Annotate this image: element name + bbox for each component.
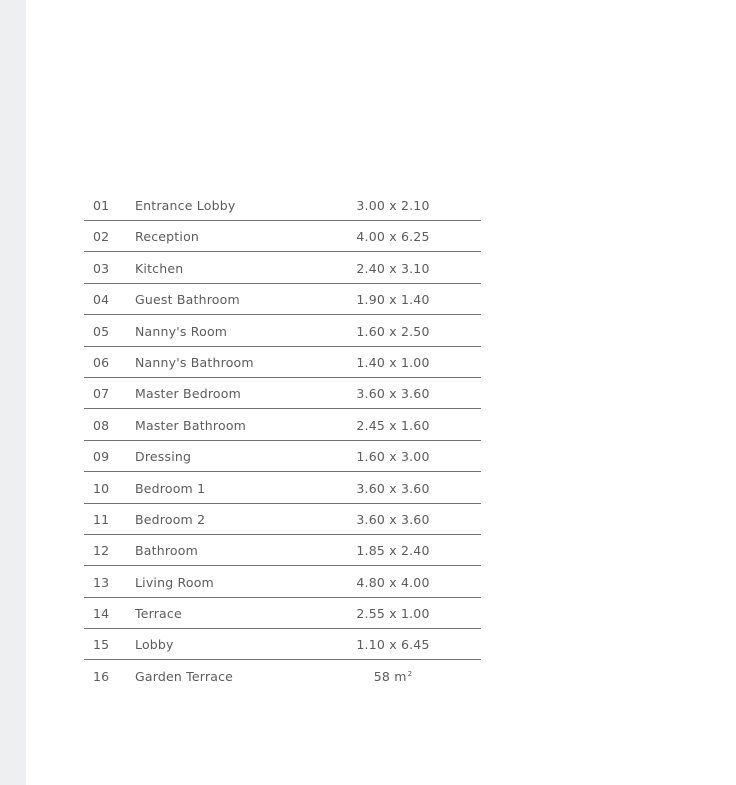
room-number: 02: [93, 229, 110, 245]
room-number: 01: [93, 198, 110, 213]
room-dimensions: [341, 575, 445, 591]
table-row: [84, 598, 481, 629]
room-name: Dressing: [135, 449, 192, 465]
room-dimensions-value: 1.85 x 2.40: [356, 543, 430, 559]
table-row: [84, 410, 481, 441]
table-row: [84, 253, 481, 284]
room-name: Garden Terrace: [135, 668, 234, 684]
table-row: [84, 535, 481, 566]
room-number: 14: [93, 606, 110, 622]
room-dimensions: [341, 606, 445, 622]
room-number: 08: [93, 417, 110, 433]
room-dimensions-value: 4.80 x 4.00: [356, 574, 430, 590]
room-dimensions: [341, 418, 445, 434]
room-dimensions-value: 1.90 x 1.40: [356, 292, 430, 308]
room-dimensions: [341, 386, 445, 402]
room-name: Master Bathroom: [135, 417, 247, 433]
room-dimensions: [341, 481, 445, 497]
room-dimensions: [341, 355, 445, 371]
room-dimensions-value: 3.60 x 3.60: [356, 511, 430, 527]
room-dimensions-value: 3.60 x 3.60: [356, 386, 430, 402]
room-dimensions: [341, 449, 445, 465]
room-dimensions-value: 3.00 x 2.10: [356, 198, 430, 213]
room-schedule-table: [84, 190, 481, 691]
room-name: Kitchen: [135, 260, 184, 276]
table-row: [84, 661, 481, 691]
room-dimensions: [341, 324, 445, 340]
room-dimensions: [341, 261, 445, 277]
room-dimensions-value: 4.00 x 6.25: [356, 229, 430, 245]
room-dimensions: [341, 669, 445, 685]
room-name: Terrace: [135, 606, 182, 622]
room-number: 06: [93, 354, 110, 370]
room-dimensions-value: 3.60 x 3.60: [356, 480, 430, 496]
room-dimensions-value: 2.45 x 1.60: [356, 417, 430, 433]
unit-superscript: 2: [407, 669, 413, 678]
room-name: Nanny's Room: [135, 323, 228, 339]
table-row: [84, 567, 481, 598]
room-number: 16: [93, 668, 110, 684]
room-dimensions: [341, 292, 445, 308]
room-number: 13: [93, 574, 110, 590]
room-number: 07: [93, 386, 110, 402]
side-margin-strip: [0, 0, 26, 785]
room-number: 15: [93, 637, 110, 653]
room-number: 12: [93, 543, 110, 559]
table-row: [84, 221, 481, 252]
room-dimensions-value: 1.60 x 2.50: [356, 323, 430, 339]
table-row: [84, 284, 481, 315]
table-row: [84, 316, 481, 347]
room-name: Guest Bathroom: [135, 292, 240, 308]
room-dimensions-value: 1.40 x 1.00: [356, 354, 430, 370]
room-number: 03: [93, 260, 110, 276]
room-name: Lobby: [135, 637, 174, 653]
room-number: 09: [93, 449, 110, 465]
room-dimensions: [341, 198, 445, 214]
room-name: Nanny's Bathroom: [135, 354, 254, 370]
room-name: Entrance Lobby: [135, 198, 236, 213]
room-name: Master Bedroom: [135, 386, 241, 402]
table-row: [84, 473, 481, 504]
room-dimensions-value: 2.40 x 3.10: [356, 260, 430, 276]
room-name: Bathroom: [135, 543, 198, 559]
room-number: 10: [93, 480, 110, 496]
table-row: [84, 347, 481, 378]
table-row: [84, 629, 481, 660]
table-row: [84, 190, 481, 221]
room-name: Living Room: [135, 574, 214, 590]
table-row: [84, 504, 481, 535]
room-dimensions-value: 1.10 x 6.45: [356, 637, 430, 653]
room-name: Bedroom 2: [135, 511, 206, 527]
room-number: 11: [93, 511, 110, 527]
room-dimensions: [341, 637, 445, 653]
room-number: 04: [93, 292, 110, 308]
room-name: Reception: [135, 229, 200, 245]
room-dimensions-value: 1.60 x 3.00: [356, 449, 430, 465]
room-number: 05: [93, 323, 110, 339]
room-dimensions: [341, 543, 445, 559]
table-row: [84, 378, 481, 409]
room-dimensions-value: 58 m: [373, 668, 407, 684]
room-dimensions: [341, 512, 445, 528]
room-dimensions: [341, 229, 445, 245]
room-dimensions-value: 2.55 x 1.00: [356, 606, 430, 622]
table-row: [84, 441, 481, 472]
room-name: Bedroom 1: [135, 480, 206, 496]
